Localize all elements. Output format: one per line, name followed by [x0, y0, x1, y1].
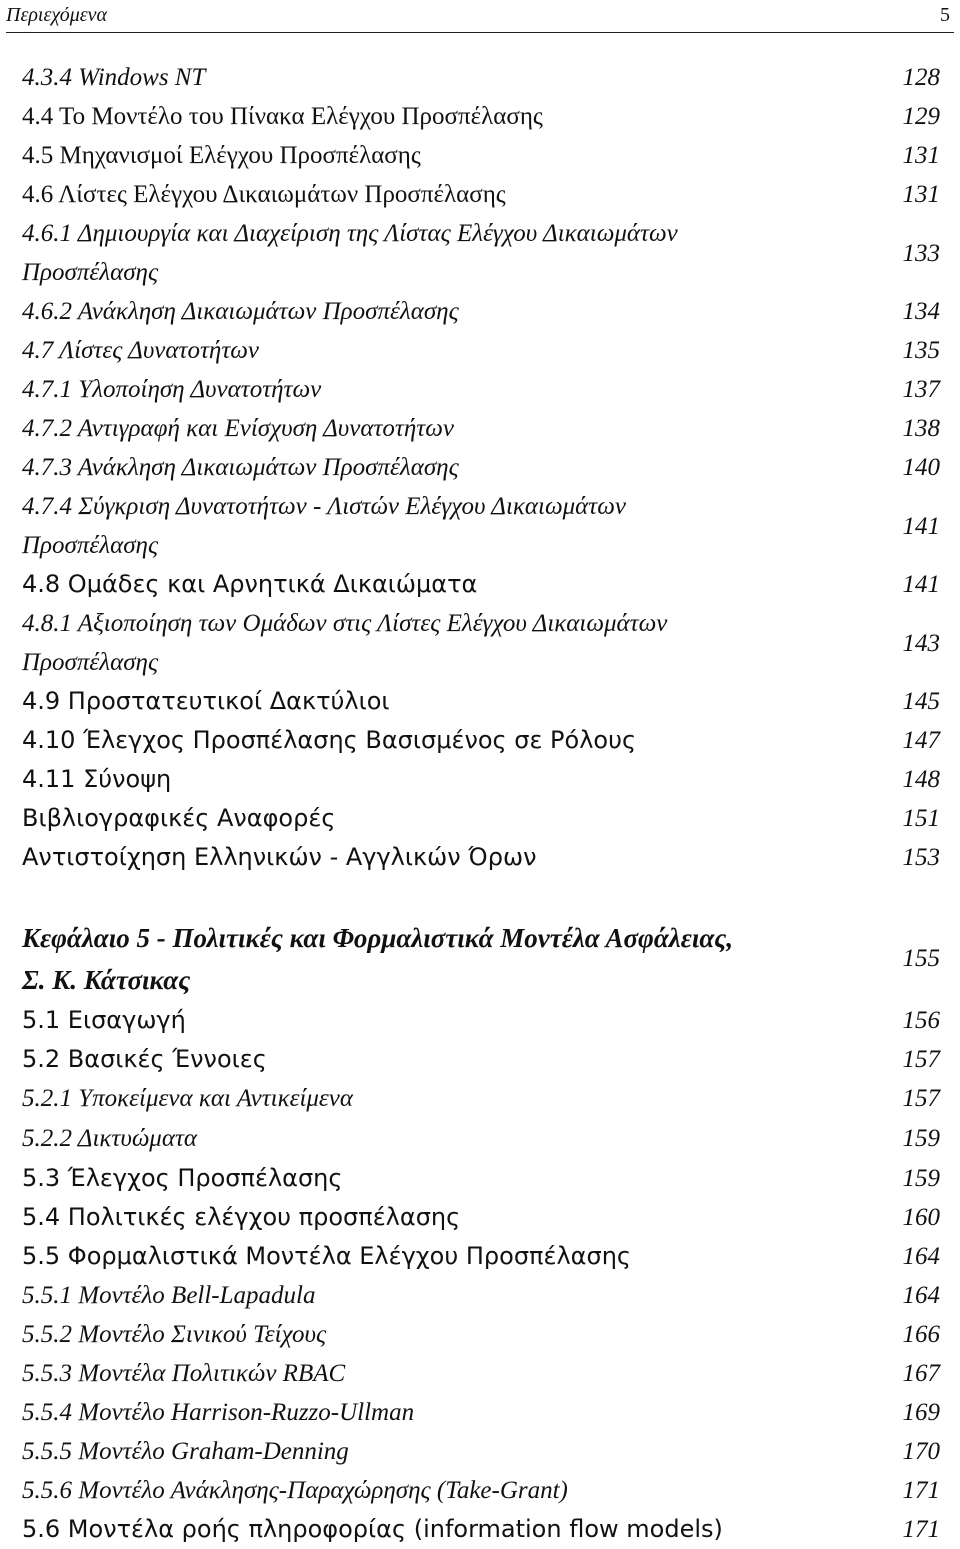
- toc-entry-page: 170: [902, 1438, 940, 1465]
- toc-entry-page: 157: [902, 1085, 940, 1112]
- toc-entry-title: 5.3 Έλεγχος Προσπέλασης: [22, 1164, 343, 1192]
- toc-entry-title: 4.7.2 Αντιγραφή και Ενίσχυση Δυνατοτήτων: [22, 415, 454, 442]
- header-page-number: 5: [940, 4, 950, 26]
- toc-entry-title: 4.8.1 Αξιοποίηση των Ομάδων στις Λίστες Ελέγχου Δικαιωμάτων: [22, 610, 668, 637]
- toc-entry-page: 147: [902, 727, 940, 754]
- toc-entry-title: 4.11 Σύνοψη: [22, 765, 172, 793]
- toc-entry: [22, 487, 940, 565]
- header-title: Περιεχόμενα: [6, 4, 108, 26]
- toc-entry-title: 5.2 Βασικές Έννοιες: [22, 1045, 267, 1073]
- chapter-title: Κεφάλαιο 5 - Πολιτικές και Φορμαλιστικά Μοντέλα Ασφάλειας,: [22, 923, 734, 953]
- toc-entry-title: 5.6 Μοντέλα ροής πληροφορίας (information flow models): [22, 1515, 723, 1543]
- toc-entry-title: 4.4 Το Μοντέλο του Πίνακα Ελέγχου Προσπέλασης: [22, 103, 543, 130]
- toc-entry-title-continuation: Προσπέλασης: [22, 649, 159, 676]
- toc-entry-title: 4.7.1 Υλοποίηση Δυνατοτήτων: [22, 376, 322, 403]
- toc-entry-title: Βιβλιογραφικές Αναφορές: [22, 804, 336, 832]
- toc-entry-title: 4.3.4 Windows NT: [22, 64, 206, 91]
- toc-entry-page: 137: [902, 376, 940, 403]
- toc-entry-page: 159: [902, 1125, 940, 1152]
- toc-entry-page: 133: [902, 240, 940, 267]
- toc-entry: [22, 604, 940, 682]
- toc-entry-title: 4.6.1 Δημιουργία και Διαχείριση της Λίστας Ελέγχου Δικαιωμάτων: [22, 220, 678, 247]
- toc-entry-title: 5.5.2 Μοντέλο Σινικού Τείχους: [22, 1321, 327, 1348]
- toc-entry-page: 129: [902, 103, 940, 130]
- toc-entry-page: 141: [902, 571, 940, 598]
- toc-entry-page: 164: [902, 1282, 940, 1309]
- toc-entry-page: 145: [902, 688, 940, 715]
- toc-entry-title: 5.1 Εισαγωγή: [22, 1006, 186, 1034]
- toc-entry-page: 167: [902, 1360, 940, 1387]
- toc-entry-title: 5.5 Φορμαλιστικά Μοντέλα Ελέγχου Προσπέλασης: [22, 1242, 631, 1270]
- chapter-author: Σ. Κ. Κάτσικας: [22, 965, 191, 995]
- toc-entry-page: 156: [902, 1007, 940, 1034]
- toc-entry-page: 143: [902, 630, 940, 657]
- toc-entry-page: 164: [902, 1243, 940, 1270]
- toc-entry-title-continuation: Προσπέλασης: [22, 259, 159, 286]
- toc-entry-page: 140: [902, 454, 940, 481]
- toc-entry-title: 5.5.5 Μοντέλο Graham-Denning: [22, 1438, 349, 1465]
- toc-entry-page: 155: [902, 945, 940, 972]
- toc-entry-page: 131: [902, 142, 940, 169]
- toc-entry-title: 4.6 Λίστες Ελέγχου Δικαιωμάτων Προσπέλασης: [22, 181, 506, 208]
- toc-entry-page: 138: [902, 415, 940, 442]
- toc-entry-title: 4.5 Μηχανισμοί Ελέγχου Προσπέλασης: [22, 142, 421, 169]
- toc-entry-title: 5.5.3 Μοντέλα Πολιτικών RBAC: [22, 1360, 346, 1387]
- toc-entry-page: 171: [902, 1516, 940, 1543]
- toc-entry-page: 171: [902, 1477, 940, 1504]
- toc-entry: [22, 214, 940, 292]
- toc-entry-title-continuation: Προσπέλασης: [22, 532, 159, 559]
- toc-entry-title: 4.9 Προστατευτικοί Δακτύλιοι: [22, 687, 390, 715]
- toc-entry-page: 128: [902, 64, 940, 91]
- toc-entry-title: 5.4 Πολιτικές ελέγχου προσπέλασης: [22, 1203, 461, 1231]
- toc-entry-page: 148: [902, 766, 940, 793]
- toc-entry-title: 5.5.4 Μοντέλο Harrison-Ruzzo-Ullman: [22, 1399, 415, 1426]
- toc-entry-page: 159: [902, 1165, 940, 1192]
- toc-entry-page: 157: [902, 1046, 940, 1073]
- toc-entry-title: 5.5.6 Μοντέλο Ανάκλησης-Παραχώρησης (Take-Grant): [22, 1477, 568, 1504]
- toc-entry-title: 5.2.2 Δικτυώματα: [22, 1125, 198, 1152]
- toc-chapter-entry: [22, 917, 940, 1003]
- toc-entry-title: 4.10 Έλεγχος Προσπέλασης Βασισμένος σε Ρόλους: [22, 726, 637, 754]
- toc-entry-title: 5.2.1 Υποκείμενα και Αντικείμενα: [22, 1085, 354, 1112]
- toc-entry-title: 4.7.4 Σύγκριση Δυνατοτήτων - Λιστών Ελέγχου Δικαιωμάτων: [22, 493, 627, 520]
- toc-entry-page: 160: [902, 1204, 940, 1231]
- toc-entry-title: 4.7.3 Ανάκληση Δικαιωμάτων Προσπέλασης: [22, 454, 459, 481]
- toc-entry-title: 5.5.1 Μοντέλο Bell-Lapadula: [22, 1282, 316, 1309]
- toc-entry-title: 4.8 Ομάδες και Αρνητικά Δικαιώματα: [22, 570, 478, 598]
- toc-entry-page: 169: [902, 1399, 940, 1426]
- toc-entry-page: 134: [902, 298, 940, 325]
- toc-entry-page: 135: [902, 337, 940, 364]
- toc-entry-page: 153: [902, 844, 940, 871]
- toc-entry-page: 131: [902, 181, 940, 208]
- toc-entry-title: 4.7 Λίστες Δυνατοτήτων: [22, 337, 260, 364]
- toc-entry-page: 166: [902, 1321, 940, 1348]
- toc-entry-title: Αντιστοίχηση Ελληνικών - Αγγλικών Όρων: [22, 843, 537, 871]
- toc-entry-page: 151: [902, 805, 940, 832]
- toc-entry-title: 4.6.2 Ανάκληση Δικαιωμάτων Προσπέλασης: [22, 298, 459, 325]
- toc-entry-page: 141: [902, 513, 940, 540]
